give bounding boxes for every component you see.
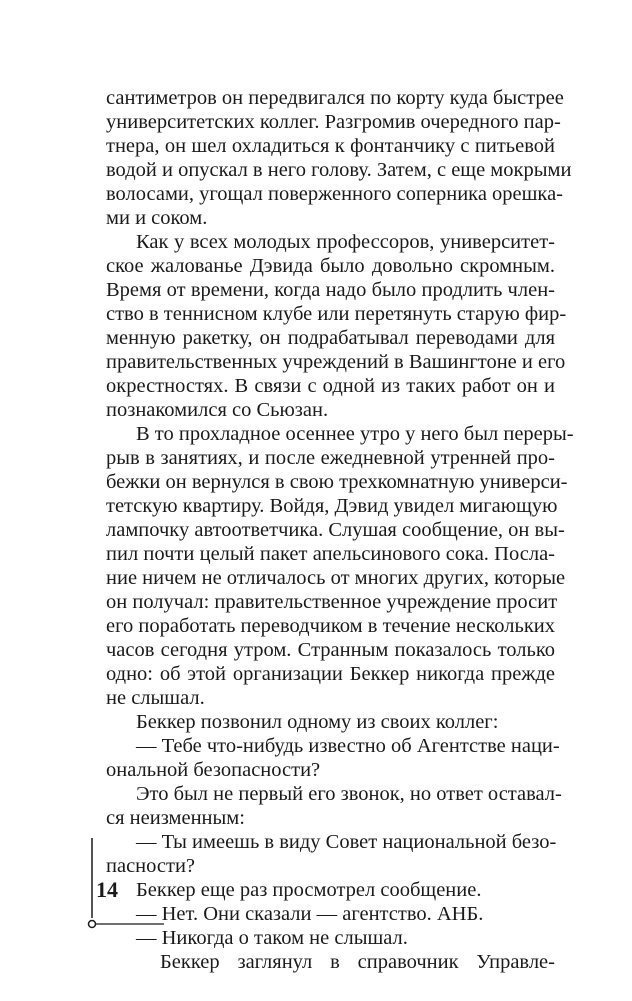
text-line: Время от времени, когда надо было продлить член- — [106, 279, 555, 301]
text-line: — Тебе что-нибудь известно об Агентстве наци- — [136, 735, 560, 757]
text-line: познакомился со Сьюзан. — [106, 399, 329, 421]
text-line: он получал: правительственное учреждение просит — [106, 591, 558, 613]
text-line: правительственных учреждений в Вашингтоне и его — [106, 351, 566, 373]
text-line: Это был не первый его звонок, но ответ оставал- — [136, 783, 562, 805]
text-line: ство в теннисном клубе или перетянуть старую фир- — [106, 303, 567, 325]
text-line: бежки он вернулся в свою трехкомнатную универси- — [106, 471, 568, 493]
text-line: В то прохладное осеннее утро у него был переры- — [136, 423, 574, 445]
text-line: — Ты имеешь в виду Совет национальной безо- — [136, 831, 557, 853]
text-line: волосами, угощал поверженного соперника орешка- — [106, 183, 563, 205]
text-line: ональной безопасности? — [106, 759, 321, 781]
text-line: менную ракетку, он подрабатывал переводами для — [106, 327, 555, 349]
text-line: тнера, он шел охладиться к фонтанчику с питьевой — [106, 135, 555, 157]
text-line: не слышал. — [106, 687, 205, 709]
text-line: пил почти целый пакет апельсинового сока. Посла- — [106, 543, 555, 565]
text-line: Беккер еще раз просмотрел сообщение. — [136, 879, 482, 901]
text-line: ское жалованье Дэвида было довольно скромным. — [106, 255, 555, 277]
text-line: пасности? — [106, 855, 196, 877]
text-line: окрестностях. В связи с одной из таких работ он и — [106, 375, 555, 397]
text-line: Как у всех молодых профессоров, университет- — [136, 231, 555, 253]
text-line: тетскую квартиру. Войдя, Дэвид увидел мигающую — [106, 495, 558, 517]
text-line: лампочку автоответчика. Слушая сообщение, он вы- — [106, 519, 565, 541]
page-number: 14 — [96, 877, 118, 902]
text-line: водой и опускал в него голову. Затем, с еще мокрыми — [106, 159, 572, 181]
text-line: ние ничем не отличалось от многих других, которые — [106, 567, 566, 589]
text-line: — Нет. Они сказали — агентство. АНБ. — [136, 903, 484, 925]
text-line: университетских коллег. Разгромив очередного пар- — [106, 111, 561, 133]
text-line: часов сегодня утром. Странным показалось только — [106, 639, 555, 661]
text-line: ми и соком. — [106, 207, 208, 229]
text-line: — Никогда о таком не слышал. — [136, 927, 408, 949]
text-line: рыв в занятиях, и после ежедневной утренней про- — [106, 447, 555, 469]
text-line: одно: об этой организации Беккер никогда прежде — [106, 663, 555, 685]
text-line: его поработать переводчиком в течение нескольких — [106, 615, 556, 637]
text-line: Беккер позвонил одному из своих коллег: — [136, 711, 499, 733]
text-line: ся неизменным: — [106, 807, 245, 829]
text-line: Беккер заглянул в справочник Управле- — [160, 951, 555, 973]
text-line: сантиметров он передвигался по корту куда быстрее — [106, 87, 564, 109]
